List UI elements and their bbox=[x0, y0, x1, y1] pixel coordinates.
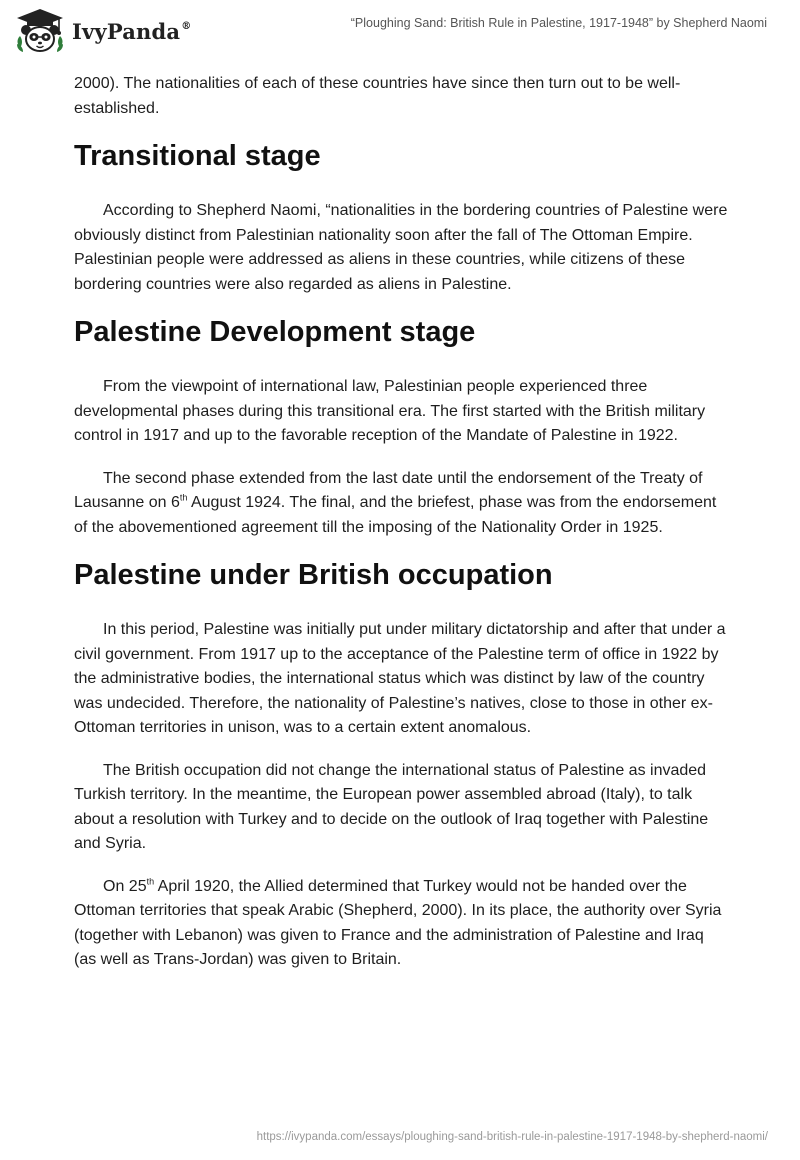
ivypanda-logo[interactable] bbox=[14, 8, 191, 54]
section-heading-transitional-stage: Transitional stage bbox=[74, 140, 321, 172]
page-header bbox=[0, 0, 800, 64]
paragraph: The British occupation did not change the international status of Palestine as invaded Turkish territory. In the meantime, the European power assembled abroad (Italy), to talk about a resolution with Turkey and to decide on the outlook of Iraq together with Palestine and Syria. bbox=[74, 761, 709, 852]
paragraph: From the viewpoint of international law, Palestinian people experienced three developmental phases during this transitional era. The first started with the British military control in 1917 and up to the favorable reception of the Mandate of Palestine in 1922. bbox=[74, 378, 706, 444]
essay-body bbox=[74, 72, 728, 991]
section-heading-british-occupation: Palestine under British occupation bbox=[74, 559, 553, 591]
section-heading-development-stage: Palestine Development stage bbox=[74, 316, 476, 348]
paragraph: The second phase extended from the last date until the endorsement of the Treaty of Lausanne on 6th August 1924. The final, and the briefest, phase was from the endorsement of the abovementioned agreement till the imposing of the Nationality Order in 1925. bbox=[74, 469, 717, 536]
paragraph: In this period, Palestine was initially put under military dictatorship and after that under a civil government. From 1917 up to the acceptance of the Palestine term of office in 1922 by the administrative bodies, the international status which was distinct by law of the country was undecided. Therefore, the nationality of Palestine’s natives, close to those in other ex-Ottoman territories in unison, was to a certain extent anomalous. bbox=[74, 621, 726, 736]
panda-graduate-icon bbox=[14, 8, 66, 54]
paragraph: On 25th April 1920, the Allied determined that Turkey would not be handed over the Ottoman territories that speak Arabic (Shepherd, 2000). In its place, the authority over Syria (together with Lebanon) was given to France and the administration of Palestine and Iraq (as well as Trans-Jordan) was given to Britain. bbox=[74, 876, 722, 968]
paragraph: According to Shepherd Naomi, “nationalities in the bordering countries of Palestine were obviously distinct from Palestinian nationality soon after the fall of The Ottoman Empire. Palestinian people were addressed as aliens in these countries, while citizens of these bordering countries were also regarded as aliens in Palestine. bbox=[74, 202, 728, 293]
ordinal-suffix: th bbox=[179, 492, 188, 503]
intro-paragraph: 2000). The nationalities of each of these countries have since then turn out to be well-established. bbox=[74, 75, 681, 117]
ordinal-suffix: th bbox=[146, 876, 155, 887]
source-url[interactable]: https://ivypanda.com/essays/ploughing-sand-british-rule-in-palestine-1917-1948-by-shepherd-naomi/ bbox=[256, 1131, 768, 1143]
brand-name: IvyPanda® bbox=[72, 18, 192, 44]
registered-mark: ® bbox=[181, 20, 192, 32]
document-title: “Ploughing Sand: British Rule in Palestine, 1917-1948” by Shepherd Naomi bbox=[350, 16, 767, 30]
